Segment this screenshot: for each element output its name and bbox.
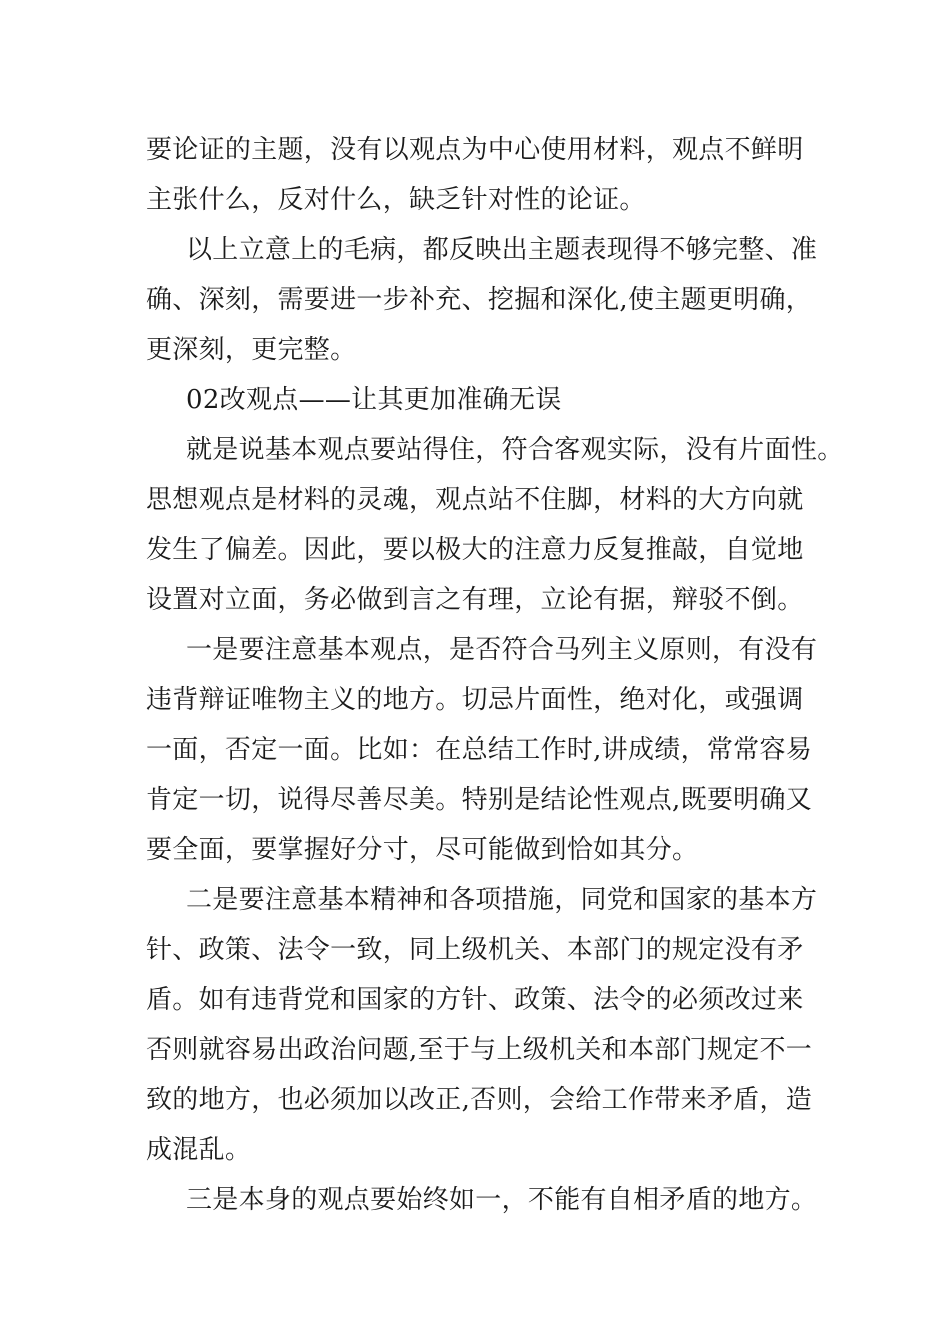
paragraph-first-line: 一是要注意基本观点，是否符合马列主义原则，有没有	[186, 635, 818, 665]
text-line: 致的地方，也必须加以改正,否则，会给工作带来矛盾，造	[146, 1085, 813, 1115]
text-line: 针、政策、法令一致，同上级机关、本部门的规定没有矛	[146, 935, 804, 965]
text-line: 成混乱。	[146, 1135, 252, 1165]
paragraph-first-line: 二是要注意基本精神和各项措施，同党和国家的基本方	[186, 885, 818, 915]
text-line: 盾。如有违背党和国家的方针、政策、法令的必须改过来	[146, 985, 804, 1015]
paragraph-first-line: 就是说基本观点要站得住，符合客观实际，没有片面性。	[186, 435, 844, 465]
text-line: 思想观点是材料的灵魂，观点站不住脚，材料的大方向就	[146, 485, 804, 515]
text-line: 一面，否定一面。比如：在总结工作时,讲成绩，常常容易	[146, 735, 813, 765]
text-line: 要全面，要掌握好分寸，尽可能做到恰如其分。	[146, 835, 699, 865]
text-line: 违背辩证唯物主义的地方。切忌片面性，绝对化，或强调	[146, 685, 804, 715]
section-heading: 02改观点——让其更加准确无误	[186, 385, 562, 415]
text-line: 发生了偏差。因此，要以极大的注意力反复推敲，自觉地	[146, 535, 804, 565]
text-line: 否则就容易出政治问题,至于与上级机关和本部门规定不一	[146, 1035, 813, 1065]
paragraph-first-line: 三是本身的观点要始终如一，不能有自相矛盾的地方。	[186, 1185, 818, 1215]
text-line: 主张什么，反对什么，缺乏针对性的论证。	[146, 185, 646, 215]
text-line: 肯定一切，说得尽善尽美。特别是结论性观点,既要明确又	[146, 785, 813, 815]
text-line: 确、深刻，需要进一步补充、挖掘和深化,使主题更明确，	[146, 285, 813, 315]
paragraph-first-line: 以上立意上的毛病，都反映出主题表现得不够完整、准	[186, 235, 818, 265]
text-line: 要论证的主题，没有以观点为中心使用材料，观点不鲜明	[146, 135, 804, 165]
text-line: 设置对立面，务必做到言之有理，立论有据，辩驳不倒。	[146, 585, 804, 615]
text-line: 更深刻，更完整。	[146, 335, 357, 365]
